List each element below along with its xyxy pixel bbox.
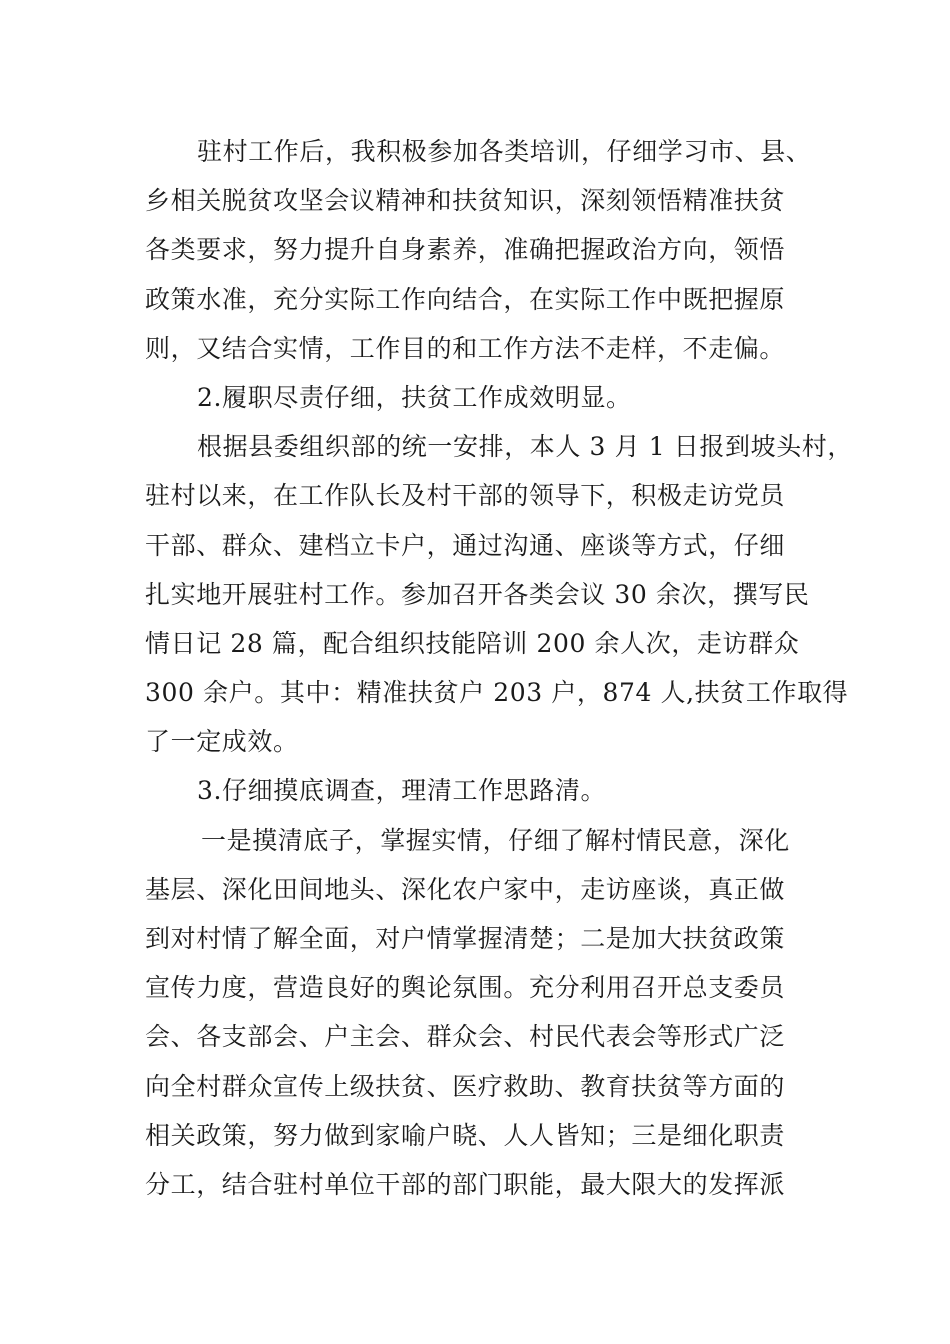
text-line: 分工，结合驻村单位干部的部门职能，最大限大的发挥派 xyxy=(145,1169,786,1199)
document-body xyxy=(145,127,854,1209)
text-line: 根据县委组织部的统一安排，本人 3 月 1 日报到坡头村， xyxy=(197,432,854,462)
text-line: 相关政策，努力做到家喻户晓、人人皆知；三是细化职责 xyxy=(145,1120,786,1150)
text-line: 300 余户。其中：精准扶贫户 203 户，874 人,扶贫工作取得 xyxy=(145,678,849,708)
text-line: 向全村群众宣传上级扶贫、医疗救助、教育扶贫等方面的 xyxy=(145,1071,786,1101)
text-line: 情日记 28 篇，配合组织技能陪训 200 余人次，走访群众 xyxy=(145,628,800,658)
text-line: 驻村工作后，我积极参加各类培训，仔细学习市、县、 xyxy=(197,137,812,166)
text-line: 基层、深化田间地头、深化农户家中，走访座谈，真正做 xyxy=(145,874,786,904)
text-line: 乡相关脱贫攻坚会议精神和扶贫知识，深刻领悟精准扶贫 xyxy=(145,186,786,216)
text-line: 扎实地开展驻村工作。参加召开各类会议 30 余次，撰写民 xyxy=(145,579,810,609)
text-line: 各类要求，努力提升自身素养，准确把握政治方向，领悟 xyxy=(145,235,786,265)
paragraph-duties xyxy=(145,422,854,766)
section-heading-3: 3.仔细摸底调查，理清工作思路清。 xyxy=(197,776,607,806)
text-line: 会、各支部会、户主会、群众会、村民代表会等形式广泛 xyxy=(145,1022,786,1052)
text-line: 到对村情了解全面，对户情掌握清楚；二是加大扶贫政策 xyxy=(145,924,786,953)
text-line: 干部、群众、建档立卡户，通过沟通、座谈等方式，仔细 xyxy=(145,530,786,560)
paragraph-survey xyxy=(145,816,815,1210)
text-line: 宣传力度，营造良好的舆论氛围。充分利用召开总支委员 xyxy=(145,973,786,1003)
text-line: 政策水准，充分实际工作向结合，在实际工作中既把握原 xyxy=(145,284,786,314)
paragraph-training xyxy=(145,127,815,373)
text-line: 则，又结合实情，工作目的和工作方法不走样，不走偏。 xyxy=(145,333,786,363)
text-line: 驻村以来，在工作队长及村干部的领导下，积极走访党员 xyxy=(145,481,786,511)
text-line: 一是摸清底子，掌握实情，仔细了解村情民意，深化 xyxy=(201,825,790,855)
text-line: 了一定成效。 xyxy=(145,727,299,757)
section-heading-2: 2.履职尽责仔细，扶贫工作成效明显。 xyxy=(197,382,632,412)
